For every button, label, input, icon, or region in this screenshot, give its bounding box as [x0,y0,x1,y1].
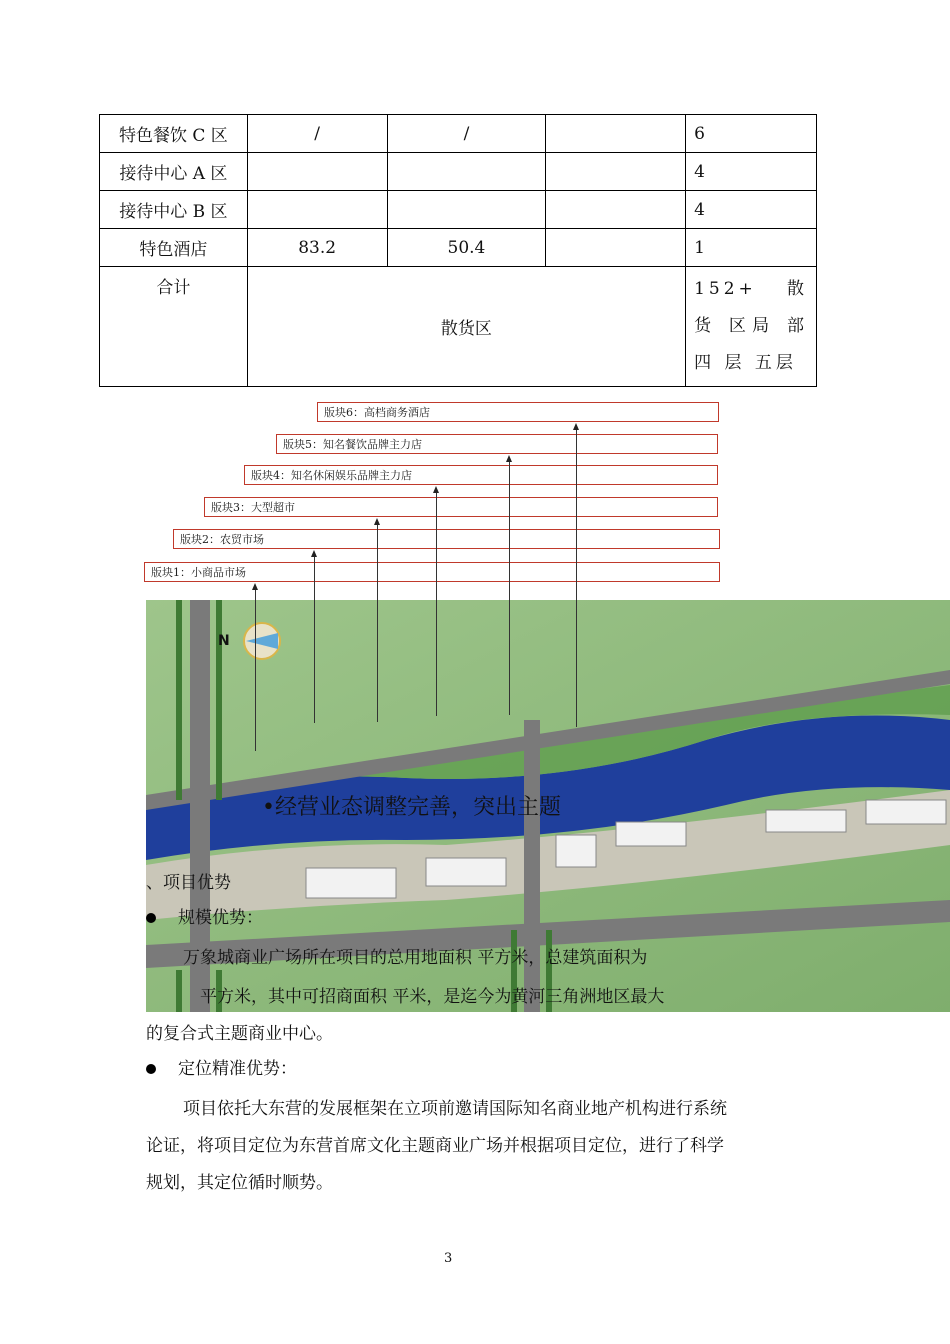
cell [546,191,686,229]
block-1: 版块1：小商品市场 [144,562,720,582]
north-label: N [218,633,230,649]
cell [387,191,546,229]
compass-icon [244,623,280,659]
bullet1-title: 规模优势： [178,908,263,928]
para1-line1: 万象城商业广场所在项目的总用地面积 平方米，总建筑面积为 [183,948,648,968]
table-row [100,115,817,153]
summary-table [99,114,817,387]
map-overlay-heading: •经营业态调整完善，突出主题 [262,795,561,820]
block-diagram [142,390,720,590]
table-row [100,191,817,229]
cell: / [247,115,387,153]
row-name: 特色餐饮 C 区 [100,115,248,153]
cell: 4 [686,153,817,191]
cell: / [387,115,546,153]
cell [546,153,686,191]
table-row [100,153,817,191]
para2-line1: 项目依托大东营的发展框架在立项前邀请国际知名商业地产机构进行系统 [183,1099,727,1119]
block-3: 版块3：大型超市 [204,497,718,517]
cell: 4 [686,191,817,229]
bullet2-title: 定位精准优势： [178,1059,297,1079]
cell [546,229,686,267]
block-4: 版块4：知名休闲娱乐品牌主力店 [244,465,718,485]
row-name: 特色酒店 [100,229,248,267]
para2-line2: 论证，将项目定位为东营首席文化主题商业广场并根据项目定位，进行了科学 [146,1136,724,1156]
block-5: 版块5：知名餐饮品牌主力店 [276,434,718,454]
total-merged: 散货区 [247,267,685,387]
block-6: 版块6：高档商务酒店 [317,402,719,422]
middle-road [524,720,540,1012]
cell [247,191,387,229]
row-name: 接待中心 A 区 [100,153,248,191]
cell: 83.2 [247,229,387,267]
cell [247,153,387,191]
total-note: 152+ 散 货 区局 部 四 层 五层 [686,267,817,387]
cell: 1 [686,229,817,267]
section-title: 、项目优势 [146,873,231,893]
cell [546,115,686,153]
table-row [100,229,817,267]
para1-line2: 平方米，其中可招商面积 平米，是迄今为黄河三角洲地区最大 [200,987,665,1007]
cell: 6 [686,115,817,153]
cell: 50.4 [387,229,546,267]
row-name: 接待中心 B 区 [100,191,248,229]
block-2: 版块2：农贸市场 [173,529,720,549]
total-label: 合计 [100,267,248,387]
para2-line3: 规划，其定位循时顺势。 [146,1173,333,1193]
para1-line3: 的复合式主题商业中心。 [146,1024,333,1044]
bullet-icon [146,1064,156,1074]
bullet-icon [146,913,156,923]
table-row-total [100,267,817,387]
cell [387,153,546,191]
page-number: 3 [444,1251,453,1266]
